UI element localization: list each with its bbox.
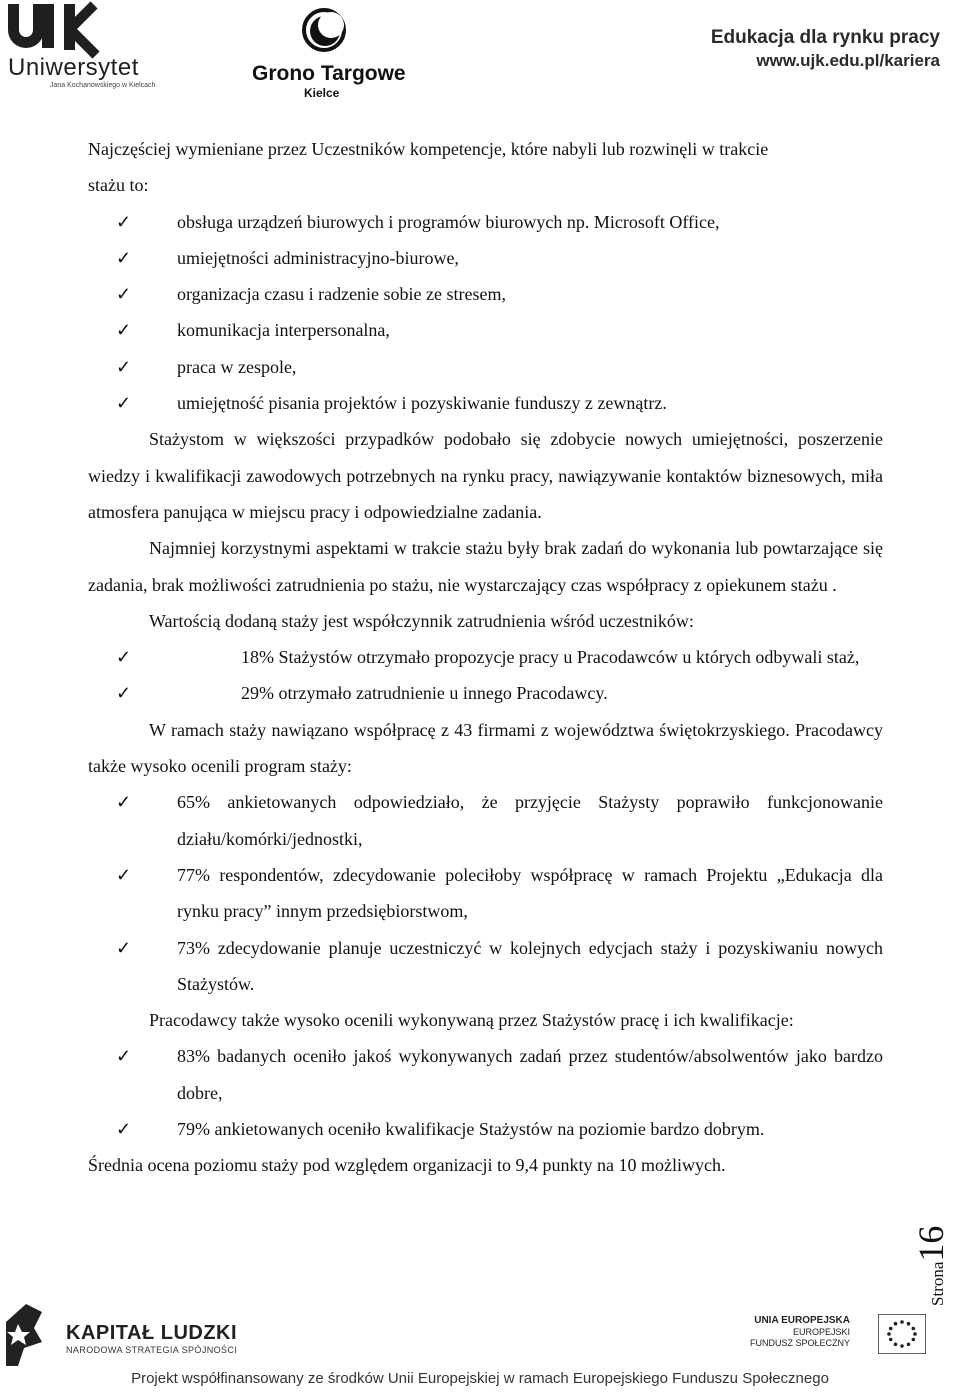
- check-icon: ✓: [116, 937, 132, 958]
- project-url: www.ujk.edu.pl/kariera: [756, 51, 940, 70]
- paragraph: W ramach staży nawiązano współpracę z 43 firmami z województwa świętokrzyskiego. Pracodawcy także wysoko ocenili program staży:: [88, 719, 883, 777]
- eu-label: [750, 1314, 850, 1349]
- ujk-logo-subtitle: Jana Kochanowskiego w Kielcach: [50, 82, 156, 89]
- page-number: [910, 1210, 960, 1306]
- kapital-ludzki-logo-icon: [4, 1302, 44, 1368]
- list-item: praca w zespole,: [177, 356, 297, 377]
- kapital-ludzki-subtitle: NARODOWA STRATEGIA SPÓJNOŚCI: [66, 1345, 238, 1355]
- check-icon: ✓: [116, 1046, 132, 1067]
- ujk-logo-name: Uniwersytet: [8, 54, 139, 81]
- check-icon: ✓: [116, 1119, 132, 1140]
- paragraph: Najmniej korzystnymi aspektami w trakcie stażu były brak zadań do wykonania lub powtarzające się zadania, brak możliwości zatrudnienia po stażu, nie wystarczający czas współpracy z opiekunem stażu .: [88, 538, 883, 595]
- eu-label-line-3: FUNDUSZ SPOŁECZNY: [749, 1338, 850, 1348]
- list-item: 29% otrzymało zatrudnienie u innego Pracodawcy.: [241, 683, 608, 704]
- intro-line-1: Najczęściej wymieniane przez Uczestników kompetencje, które nabyli lub rozwinęli w trakcie: [88, 139, 769, 159]
- intro-line-2: stażu to:: [88, 175, 149, 196]
- list-item: organizacja czasu i radzenie sobie ze stresem,: [177, 284, 507, 305]
- check-icon: ✓: [116, 356, 132, 377]
- check-icon: ✓: [116, 284, 132, 305]
- project-header: [711, 26, 940, 72]
- eu-label-line-2: EUROPEJSKI: [792, 1327, 850, 1337]
- employment-list: [88, 639, 883, 712]
- page-number-label: Strona: [928, 1261, 947, 1306]
- page-number-value: 16: [911, 1225, 951, 1262]
- check-icon: ✓: [116, 647, 132, 668]
- cofinancing-note: Projekt współfinansowany ze środków Unii Europejskiej w ramach Europejskiego Funduszu Społecznego: [131, 1370, 829, 1387]
- qualification-list: [88, 1038, 883, 1147]
- list-item: 79% ankietowanych oceniło kwalifikacje Stażystów na poziomie bardzo dobrym.: [177, 1119, 765, 1140]
- list-item: 77% respondentów, zdecydowanie poleciłoby współpracę w ramach Projektu „Edukacja dla rynku pracy” innym przedsiębiorstwom,: [177, 864, 883, 922]
- check-icon: ✓: [116, 683, 132, 704]
- project-title: Edukacja dla rynku pracy: [710, 27, 940, 48]
- grono-logo-name: Grono Targowe: [252, 62, 406, 85]
- grono-targowe-logo: [250, 2, 410, 102]
- check-icon: ✓: [116, 393, 132, 414]
- list-item: 65% ankietowanych odpowiedziało, że przyjęcie Stażysty poprawiło funkcjonowanie działu/komórki/jednostki,: [177, 792, 883, 849]
- page-footer: [0, 1300, 960, 1395]
- check-icon: ✓: [116, 320, 132, 341]
- list-item: obsługa urządzeń biurowych i programów biurowych np. Microsoft Office,: [177, 211, 720, 232]
- document-body: [88, 131, 883, 1184]
- list-item: umiejętność pisania projektów i pozyskiwanie funduszy z zewnątrz.: [177, 393, 667, 414]
- page-header: [0, 0, 960, 105]
- list-item: komunikacja interpersonalna,: [177, 320, 390, 341]
- competencies-list: [88, 204, 883, 422]
- list-item: 18% Stażystów otrzymało propozycje pracy u Pracodawców u których odbywali staż,: [241, 647, 860, 668]
- grono-logo-city: Kielce: [304, 86, 340, 100]
- paragraph: Pracodawcy także wysoko ocenili wykonywaną przez Stażystów pracę i ich kwalifikacje:: [149, 1010, 794, 1031]
- paragraph: Wartością dodaną staży jest współczynnik zatrudnienia wśród uczestników:: [149, 610, 694, 631]
- list-item: 73% zdecydowanie planuje uczestniczyć w kolejnych edycjach staży i pozyskiwaniu nowych Stażystów.: [177, 937, 883, 994]
- ujk-logo: [6, 4, 166, 94]
- eu-label-line-1: UNIA EUROPEJSKA: [754, 1315, 850, 1326]
- check-icon: ✓: [116, 792, 132, 813]
- closing-sentence: Średnia ocena poziomu staży pod względem organizacji to 9,4 punkty na 10 możliwych.: [88, 1155, 726, 1176]
- check-icon: ✓: [116, 247, 132, 268]
- paragraph: Stażystom w większości przypadków podobało się zdobycie nowych umiejętności, poszerzenie wiedzy i kwalifikacji zawodowych potrzebnych na rynku pracy, nawiązywanie kontaktów biznesowych, miła atmosfera panująca w miejscu pracy i odpowiedzialne zadania.: [88, 429, 883, 522]
- kapital-ludzki-name: KAPITAŁ LUDZKI: [66, 1322, 238, 1344]
- employer-rating-list: [88, 784, 883, 1002]
- eu-flag-icon: [878, 1314, 926, 1354]
- list-item: 83% badanych oceniło jakoś wykonywanych zadań przez studentów/absolwentów jako bardzo dobre,: [177, 1046, 883, 1103]
- check-icon: ✓: [116, 211, 132, 232]
- list-item: umiejętności administracyjno-biurowe,: [177, 247, 459, 268]
- check-icon: ✓: [116, 864, 132, 885]
